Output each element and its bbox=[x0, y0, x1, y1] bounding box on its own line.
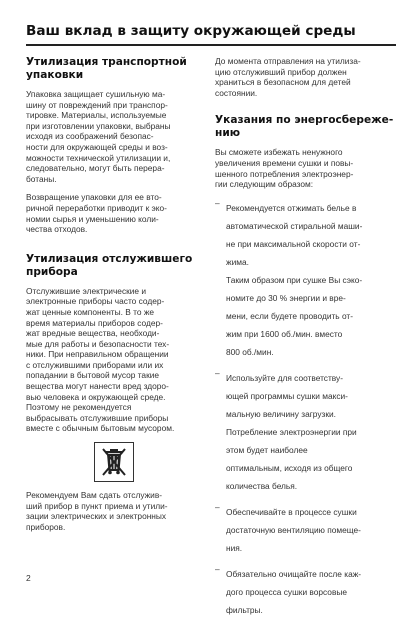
title-divider bbox=[26, 44, 396, 46]
crossed-out-wheelie-bin-icon bbox=[99, 446, 129, 478]
energy-tips-list bbox=[215, 198, 395, 618]
list-item bbox=[215, 198, 395, 360]
page-title: Ваш вклад в защиту окружающей среды bbox=[26, 23, 356, 39]
packaging-paragraph-1: Упаковка защищает сушильную ма- шину от повреждений при транспор- тировке. Материалы, используемые при изготовлении упаковки, выбраны исходя из соображений безопас- ности для окружающей среды и воз- можности технической утилизации и, следовательно, могут быть перера- ботаны. bbox=[26, 89, 171, 184]
list-item-text: Рекомендуется отжимать белье в автоматической стиральной маши- не при максимальной скорости от- жима. Таким образом при сушке Вы сэко- номите до 30 % энергии и вре- мени, если будете проводить от- жим при 1600 об./мин. вместо 800 об./мин. bbox=[226, 202, 363, 357]
old-appliance-paragraph-1: Отслужившие электрические и электронные приборы часто содер- жат ценные компоненты. В то же время материалы приборов содер- жат вредные вещества, необходи- мые для работы и безопасности тех- ники. При неправильном обращении с отслужившими приборами или их попадании в бытовой мусор такие вещества могут нанести вред здоро- вью человека и окружающей среде. Поэтому не рекомендуется выбрасывать отслужившие приборы вместе с обычным бытовым мусором. bbox=[26, 285, 175, 434]
list-item-text: Обязательно очищайте после каж- дого процесса сушки ворсовые фильтры. bbox=[226, 568, 362, 615]
energy-saving-intro: Вы сможете избежать ненужного увеличения времени сушки и повы- шенного потребления электроэнер- гии следующим образом: bbox=[215, 147, 354, 190]
heading-packaging-disposal: Утилизация транспортной упаковки bbox=[26, 56, 187, 81]
list-item bbox=[215, 564, 395, 618]
list-item bbox=[215, 502, 395, 556]
storage-paragraph: До момента отправления на утилиза- цию отслуживший прибор должен храниться в безопасном для детей состоянии. bbox=[215, 56, 361, 98]
old-appliance-paragraph-2: Рекомендуем Вам сдать отслужив- ший прибор в пункт приема и утили- зации электрических и электронных приборов. bbox=[26, 490, 168, 532]
list-dash: – bbox=[215, 563, 220, 574]
page-number: 2 bbox=[26, 573, 31, 583]
list-item-text: Используйте для соответству- ющей программы сушки макси- мальную величину загрузки. Потребление электроэнергии при этом будет наиболее оптимальным, исходя из общего количества белья. bbox=[226, 372, 357, 491]
list-item-text: Обеспечивайте в процессе сушки достаточную вентиляцию помеще- ния. bbox=[226, 506, 361, 553]
right-column bbox=[215, 56, 395, 626]
heading-old-appliance-disposal: Утилизация отслужившего прибора bbox=[26, 252, 193, 278]
list-dash: – bbox=[215, 197, 220, 208]
list-item bbox=[215, 368, 395, 494]
list-dash: – bbox=[215, 367, 220, 378]
heading-energy-saving: Указания по энергосбереже- нию bbox=[215, 114, 394, 140]
weee-symbol-box bbox=[94, 442, 134, 482]
left-column bbox=[26, 56, 206, 540]
packaging-paragraph-2: Возвращение упаковки для ее вто- ричной переработки приводит к эко- номии сырья и уменьшению коли- чества отходов. bbox=[26, 192, 167, 235]
list-dash: – bbox=[215, 501, 220, 512]
